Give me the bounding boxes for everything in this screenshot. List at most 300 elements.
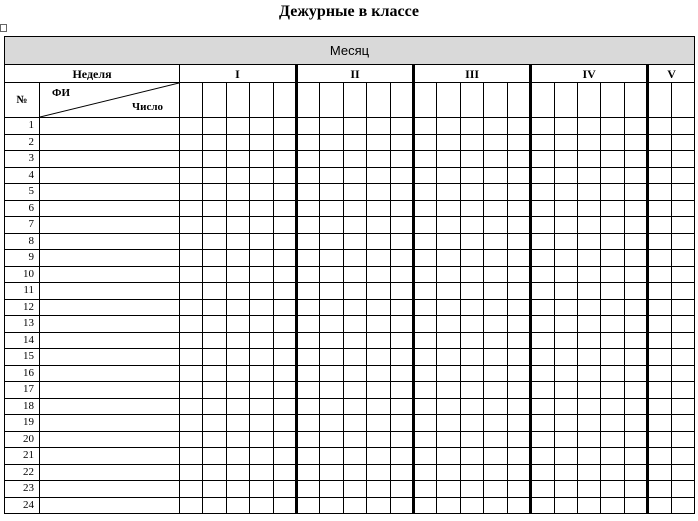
student-name-cell[interactable] [40, 415, 180, 432]
duty-cell[interactable] [460, 167, 483, 184]
month-header[interactable]: Месяц [5, 37, 695, 65]
duty-cell[interactable] [624, 382, 647, 399]
duty-cell[interactable] [671, 250, 694, 267]
duty-cell[interactable] [390, 134, 413, 151]
duty-cell[interactable] [460, 497, 483, 514]
duty-cell[interactable] [531, 151, 554, 168]
duty-cell[interactable] [320, 283, 343, 300]
duty-cell[interactable] [414, 184, 437, 201]
duty-cell[interactable] [367, 266, 390, 283]
duty-cell[interactable] [437, 134, 460, 151]
duty-cell[interactable] [484, 497, 507, 514]
duty-cell[interactable] [531, 134, 554, 151]
duty-cell[interactable] [226, 481, 249, 498]
duty-cell[interactable] [601, 151, 624, 168]
duty-cell[interactable] [414, 448, 437, 465]
duty-cell[interactable] [180, 167, 203, 184]
duty-cell[interactable] [414, 266, 437, 283]
duty-cell[interactable] [367, 415, 390, 432]
duty-cell[interactable] [671, 167, 694, 184]
duty-cell[interactable] [320, 299, 343, 316]
duty-cell[interactable] [577, 382, 600, 399]
duty-cell[interactable] [180, 332, 203, 349]
duty-cell[interactable] [250, 481, 273, 498]
duty-cell[interactable] [437, 184, 460, 201]
duty-cell[interactable] [648, 431, 671, 448]
student-name-cell[interactable] [40, 184, 180, 201]
duty-cell[interactable] [203, 200, 226, 217]
duty-cell[interactable] [671, 349, 694, 366]
duty-cell[interactable] [180, 365, 203, 382]
duty-cell[interactable] [273, 365, 296, 382]
duty-cell[interactable] [273, 481, 296, 498]
date-cell[interactable] [648, 83, 671, 118]
duty-cell[interactable] [297, 497, 320, 514]
duty-cell[interactable] [460, 481, 483, 498]
duty-cell[interactable] [180, 134, 203, 151]
duty-cell[interactable] [226, 250, 249, 267]
duty-cell[interactable] [460, 382, 483, 399]
duty-cell[interactable] [554, 415, 577, 432]
duty-cell[interactable] [437, 382, 460, 399]
duty-cell[interactable] [390, 184, 413, 201]
duty-cell[interactable] [203, 398, 226, 415]
duty-cell[interactable] [297, 332, 320, 349]
duty-cell[interactable] [414, 233, 437, 250]
duty-cell[interactable] [531, 299, 554, 316]
duty-cell[interactable] [507, 167, 530, 184]
duty-cell[interactable] [203, 217, 226, 234]
duty-cell[interactable] [577, 316, 600, 333]
duty-cell[interactable] [320, 398, 343, 415]
duty-cell[interactable] [226, 200, 249, 217]
duty-cell[interactable] [507, 382, 530, 399]
duty-cell[interactable] [507, 299, 530, 316]
duty-cell[interactable] [203, 415, 226, 432]
duty-cell[interactable] [180, 316, 203, 333]
duty-cell[interactable] [367, 250, 390, 267]
date-cell[interactable] [273, 83, 296, 118]
duty-cell[interactable] [554, 200, 577, 217]
duty-cell[interactable] [484, 349, 507, 366]
duty-cell[interactable] [554, 217, 577, 234]
duty-cell[interactable] [273, 497, 296, 514]
duty-cell[interactable] [648, 398, 671, 415]
duty-cell[interactable] [624, 266, 647, 283]
duty-cell[interactable] [601, 200, 624, 217]
duty-cell[interactable] [577, 217, 600, 234]
duty-cell[interactable] [577, 497, 600, 514]
duty-cell[interactable] [577, 134, 600, 151]
duty-cell[interactable] [226, 464, 249, 481]
duty-cell[interactable] [226, 382, 249, 399]
duty-cell[interactable] [531, 332, 554, 349]
duty-cell[interactable] [671, 151, 694, 168]
duty-cell[interactable] [671, 481, 694, 498]
date-cell[interactable] [460, 83, 483, 118]
duty-cell[interactable] [320, 184, 343, 201]
duty-cell[interactable] [460, 184, 483, 201]
duty-cell[interactable] [507, 448, 530, 465]
student-name-cell[interactable] [40, 167, 180, 184]
duty-cell[interactable] [671, 233, 694, 250]
duty-cell[interactable] [437, 464, 460, 481]
duty-cell[interactable] [671, 134, 694, 151]
duty-cell[interactable] [554, 118, 577, 135]
duty-cell[interactable] [671, 431, 694, 448]
duty-cell[interactable] [390, 497, 413, 514]
duty-cell[interactable] [203, 266, 226, 283]
student-name-cell[interactable] [40, 299, 180, 316]
duty-cell[interactable] [367, 497, 390, 514]
duty-cell[interactable] [531, 233, 554, 250]
duty-cell[interactable] [460, 233, 483, 250]
duty-cell[interactable] [203, 250, 226, 267]
duty-cell[interactable] [577, 200, 600, 217]
duty-cell[interactable] [601, 332, 624, 349]
duty-cell[interactable] [414, 497, 437, 514]
duty-cell[interactable] [250, 266, 273, 283]
duty-cell[interactable] [601, 431, 624, 448]
duty-cell[interactable] [601, 497, 624, 514]
duty-cell[interactable] [484, 382, 507, 399]
duty-cell[interactable] [250, 415, 273, 432]
duty-cell[interactable] [250, 365, 273, 382]
duty-cell[interactable] [297, 431, 320, 448]
duty-cell[interactable] [390, 332, 413, 349]
duty-cell[interactable] [367, 316, 390, 333]
duty-cell[interactable] [297, 184, 320, 201]
duty-cell[interactable] [414, 217, 437, 234]
duty-cell[interactable] [367, 349, 390, 366]
duty-cell[interactable] [203, 365, 226, 382]
duty-cell[interactable] [203, 233, 226, 250]
duty-cell[interactable] [390, 200, 413, 217]
date-cell[interactable] [554, 83, 577, 118]
duty-cell[interactable] [343, 184, 366, 201]
duty-cell[interactable] [437, 283, 460, 300]
duty-cell[interactable] [390, 299, 413, 316]
duty-cell[interactable] [273, 250, 296, 267]
duty-cell[interactable] [577, 415, 600, 432]
student-name-cell[interactable] [40, 316, 180, 333]
duty-cell[interactable] [601, 283, 624, 300]
duty-cell[interactable] [250, 349, 273, 366]
duty-cell[interactable] [577, 184, 600, 201]
duty-cell[interactable] [601, 382, 624, 399]
duty-cell[interactable] [180, 184, 203, 201]
duty-cell[interactable] [460, 349, 483, 366]
duty-cell[interactable] [437, 415, 460, 432]
duty-cell[interactable] [273, 316, 296, 333]
duty-cell[interactable] [624, 233, 647, 250]
duty-cell[interactable] [180, 464, 203, 481]
duty-cell[interactable] [320, 382, 343, 399]
duty-cell[interactable] [484, 167, 507, 184]
duty-cell[interactable] [297, 349, 320, 366]
duty-cell[interactable] [671, 464, 694, 481]
duty-cell[interactable] [507, 266, 530, 283]
duty-cell[interactable] [507, 217, 530, 234]
duty-cell[interactable] [507, 349, 530, 366]
duty-cell[interactable] [343, 134, 366, 151]
duty-cell[interactable] [648, 448, 671, 465]
duty-cell[interactable] [531, 200, 554, 217]
duty-cell[interactable] [180, 382, 203, 399]
duty-cell[interactable] [437, 200, 460, 217]
duty-cell[interactable] [554, 151, 577, 168]
duty-cell[interactable] [601, 118, 624, 135]
duty-cell[interactable] [671, 316, 694, 333]
duty-cell[interactable] [554, 250, 577, 267]
duty-cell[interactable] [367, 118, 390, 135]
duty-cell[interactable] [648, 233, 671, 250]
duty-cell[interactable] [180, 217, 203, 234]
duty-cell[interactable] [180, 151, 203, 168]
duty-cell[interactable] [250, 233, 273, 250]
duty-cell[interactable] [390, 233, 413, 250]
duty-cell[interactable] [460, 415, 483, 432]
duty-cell[interactable] [648, 316, 671, 333]
duty-cell[interactable] [273, 283, 296, 300]
duty-cell[interactable] [390, 217, 413, 234]
duty-cell[interactable] [390, 481, 413, 498]
duty-cell[interactable] [624, 316, 647, 333]
duty-cell[interactable] [531, 184, 554, 201]
duty-cell[interactable] [343, 233, 366, 250]
duty-cell[interactable] [484, 316, 507, 333]
duty-cell[interactable] [367, 448, 390, 465]
duty-cell[interactable] [390, 365, 413, 382]
duty-cell[interactable] [180, 250, 203, 267]
student-name-cell[interactable] [40, 382, 180, 399]
duty-cell[interactable] [601, 266, 624, 283]
duty-cell[interactable] [250, 283, 273, 300]
duty-cell[interactable] [460, 217, 483, 234]
duty-cell[interactable] [226, 332, 249, 349]
duty-cell[interactable] [297, 118, 320, 135]
duty-cell[interactable] [180, 299, 203, 316]
duty-cell[interactable] [320, 217, 343, 234]
duty-cell[interactable] [437, 118, 460, 135]
duty-cell[interactable] [460, 464, 483, 481]
duty-cell[interactable] [460, 365, 483, 382]
student-name-cell[interactable] [40, 332, 180, 349]
duty-cell[interactable] [273, 398, 296, 415]
duty-cell[interactable] [203, 118, 226, 135]
duty-cell[interactable] [484, 365, 507, 382]
duty-cell[interactable] [648, 481, 671, 498]
date-cell[interactable] [203, 83, 226, 118]
duty-cell[interactable] [648, 464, 671, 481]
duty-cell[interactable] [507, 316, 530, 333]
duty-cell[interactable] [343, 464, 366, 481]
duty-cell[interactable] [484, 464, 507, 481]
duty-cell[interactable] [484, 233, 507, 250]
duty-cell[interactable] [531, 497, 554, 514]
date-cell[interactable] [367, 83, 390, 118]
duty-cell[interactable] [226, 151, 249, 168]
duty-cell[interactable] [671, 448, 694, 465]
duty-cell[interactable] [531, 266, 554, 283]
date-cell[interactable] [343, 83, 366, 118]
duty-cell[interactable] [180, 398, 203, 415]
duty-cell[interactable] [180, 266, 203, 283]
duty-cell[interactable] [226, 184, 249, 201]
duty-cell[interactable] [343, 448, 366, 465]
date-cell[interactable] [624, 83, 647, 118]
duty-cell[interactable] [648, 200, 671, 217]
duty-cell[interactable] [507, 332, 530, 349]
duty-cell[interactable] [507, 118, 530, 135]
duty-cell[interactable] [648, 382, 671, 399]
duty-cell[interactable] [390, 250, 413, 267]
duty-cell[interactable] [484, 431, 507, 448]
duty-cell[interactable] [226, 415, 249, 432]
duty-cell[interactable] [484, 398, 507, 415]
duty-cell[interactable] [297, 200, 320, 217]
duty-cell[interactable] [648, 184, 671, 201]
duty-cell[interactable] [226, 431, 249, 448]
duty-cell[interactable] [226, 316, 249, 333]
duty-cell[interactable] [437, 431, 460, 448]
duty-cell[interactable] [437, 497, 460, 514]
duty-cell[interactable] [343, 250, 366, 267]
duty-cell[interactable] [554, 481, 577, 498]
duty-cell[interactable] [437, 167, 460, 184]
duty-cell[interactable] [390, 167, 413, 184]
duty-cell[interactable] [320, 250, 343, 267]
duty-cell[interactable] [367, 332, 390, 349]
duty-cell[interactable] [297, 398, 320, 415]
duty-cell[interactable] [624, 200, 647, 217]
duty-cell[interactable] [437, 316, 460, 333]
duty-cell[interactable] [531, 448, 554, 465]
duty-cell[interactable] [226, 448, 249, 465]
duty-cell[interactable] [320, 415, 343, 432]
duty-cell[interactable] [554, 464, 577, 481]
duty-cell[interactable] [367, 283, 390, 300]
duty-cell[interactable] [648, 266, 671, 283]
duty-cell[interactable] [203, 382, 226, 399]
duty-cell[interactable] [577, 464, 600, 481]
duty-cell[interactable] [554, 316, 577, 333]
duty-cell[interactable] [273, 415, 296, 432]
duty-cell[interactable] [273, 233, 296, 250]
duty-cell[interactable] [437, 299, 460, 316]
duty-cell[interactable] [484, 217, 507, 234]
duty-cell[interactable] [624, 349, 647, 366]
duty-cell[interactable] [203, 151, 226, 168]
duty-cell[interactable] [460, 200, 483, 217]
duty-cell[interactable] [367, 382, 390, 399]
duty-cell[interactable] [250, 382, 273, 399]
duty-cell[interactable] [414, 134, 437, 151]
duty-cell[interactable] [671, 365, 694, 382]
duty-cell[interactable] [367, 134, 390, 151]
duty-cell[interactable] [180, 200, 203, 217]
duty-cell[interactable] [577, 365, 600, 382]
duty-cell[interactable] [601, 448, 624, 465]
duty-cell[interactable] [601, 167, 624, 184]
duty-cell[interactable] [577, 349, 600, 366]
date-cell[interactable] [180, 83, 203, 118]
duty-cell[interactable] [343, 365, 366, 382]
duty-cell[interactable] [554, 184, 577, 201]
duty-cell[interactable] [273, 217, 296, 234]
duty-cell[interactable] [671, 398, 694, 415]
duty-cell[interactable] [624, 118, 647, 135]
duty-cell[interactable] [367, 398, 390, 415]
duty-cell[interactable] [343, 382, 366, 399]
duty-cell[interactable] [390, 118, 413, 135]
duty-cell[interactable] [273, 332, 296, 349]
duty-cell[interactable] [250, 118, 273, 135]
duty-cell[interactable] [180, 415, 203, 432]
duty-cell[interactable] [484, 250, 507, 267]
duty-cell[interactable] [203, 184, 226, 201]
duty-cell[interactable] [226, 217, 249, 234]
student-name-cell[interactable] [40, 151, 180, 168]
duty-cell[interactable] [180, 349, 203, 366]
duty-cell[interactable] [390, 464, 413, 481]
duty-cell[interactable] [460, 134, 483, 151]
student-name-cell[interactable] [40, 217, 180, 234]
duty-cell[interactable] [343, 398, 366, 415]
duty-cell[interactable] [180, 448, 203, 465]
duty-cell[interactable] [250, 316, 273, 333]
duty-cell[interactable] [554, 382, 577, 399]
duty-cell[interactable] [601, 398, 624, 415]
duty-cell[interactable] [601, 233, 624, 250]
date-cell[interactable] [297, 83, 320, 118]
duty-cell[interactable] [343, 118, 366, 135]
duty-cell[interactable] [414, 167, 437, 184]
student-name-cell[interactable] [40, 431, 180, 448]
duty-cell[interactable] [648, 497, 671, 514]
duty-cell[interactable] [180, 481, 203, 498]
duty-cell[interactable] [390, 266, 413, 283]
duty-cell[interactable] [460, 332, 483, 349]
duty-cell[interactable] [648, 299, 671, 316]
duty-cell[interactable] [507, 134, 530, 151]
duty-cell[interactable] [507, 431, 530, 448]
duty-cell[interactable] [250, 398, 273, 415]
duty-cell[interactable] [297, 299, 320, 316]
duty-cell[interactable] [226, 497, 249, 514]
duty-cell[interactable] [437, 250, 460, 267]
duty-cell[interactable] [671, 200, 694, 217]
duty-cell[interactable] [250, 217, 273, 234]
duty-cell[interactable] [273, 266, 296, 283]
duty-cell[interactable] [531, 316, 554, 333]
duty-cell[interactable] [437, 448, 460, 465]
duty-cell[interactable] [507, 481, 530, 498]
duty-cell[interactable] [273, 151, 296, 168]
duty-cell[interactable] [554, 167, 577, 184]
duty-cell[interactable] [203, 134, 226, 151]
duty-cell[interactable] [554, 332, 577, 349]
duty-cell[interactable] [437, 332, 460, 349]
duty-cell[interactable] [297, 365, 320, 382]
duty-cell[interactable] [531, 398, 554, 415]
duty-cell[interactable] [460, 118, 483, 135]
duty-cell[interactable] [624, 250, 647, 267]
duty-cell[interactable] [484, 200, 507, 217]
duty-cell[interactable] [273, 299, 296, 316]
duty-cell[interactable] [203, 332, 226, 349]
date-cell[interactable] [226, 83, 249, 118]
